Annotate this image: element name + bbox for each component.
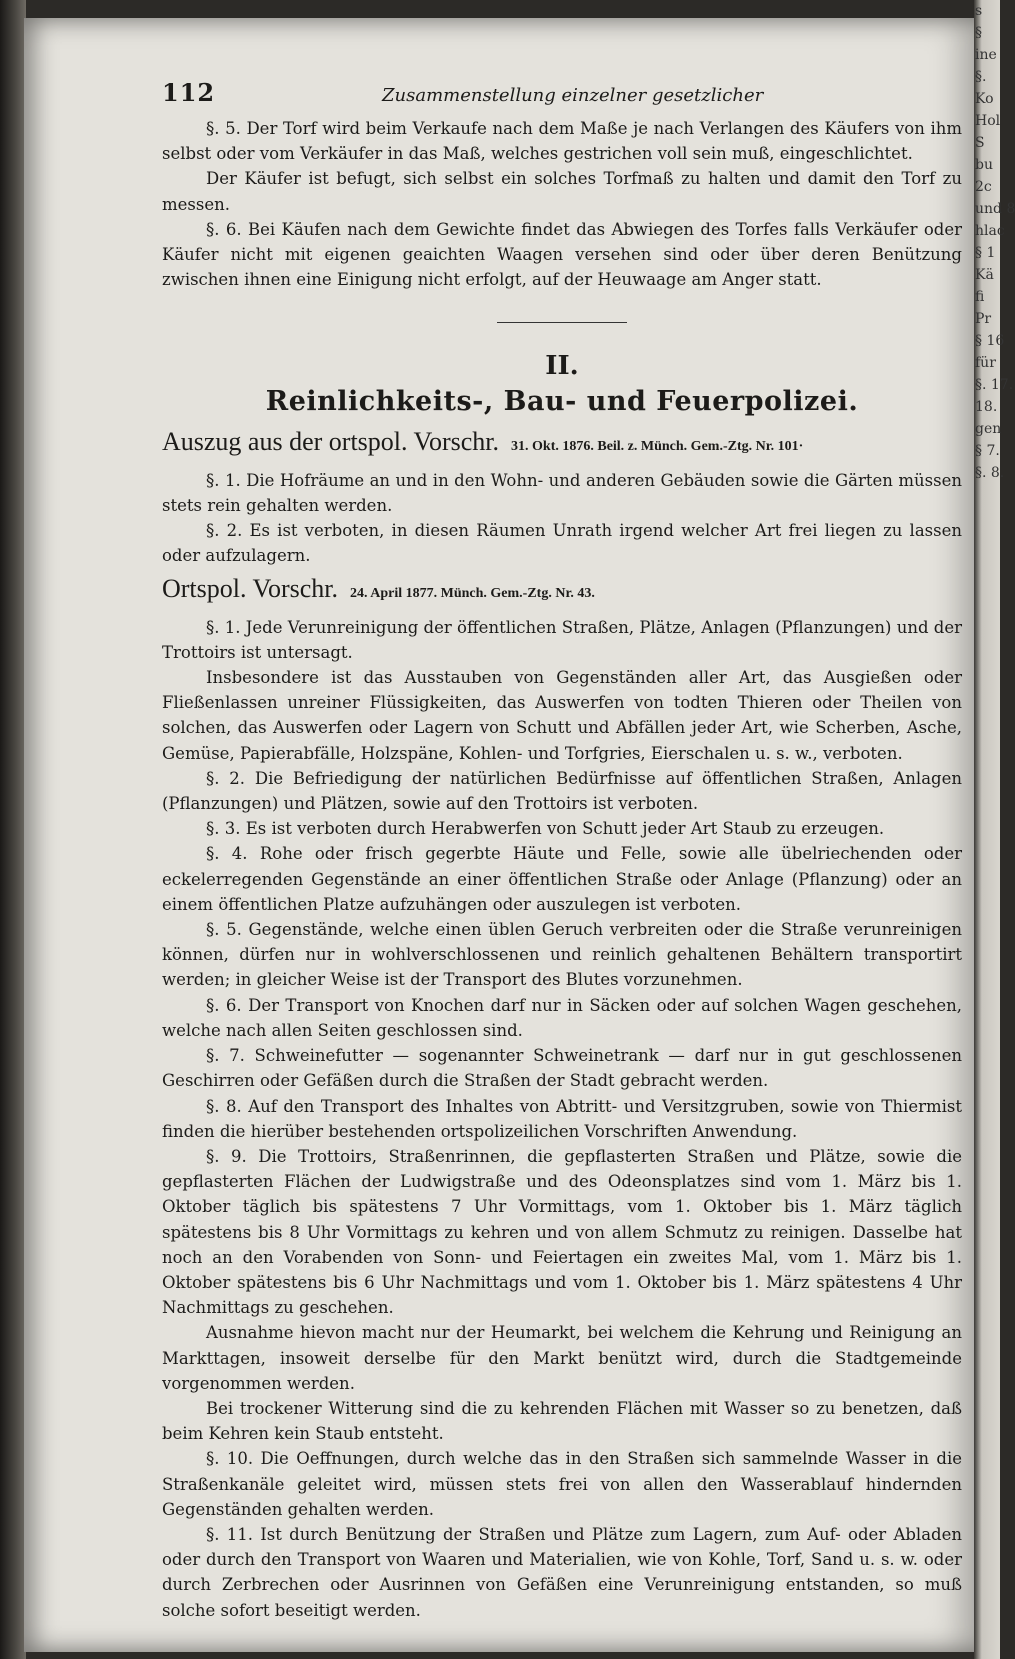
edge-fragment: S — [975, 135, 985, 151]
paragraph: §. 2. Es ist verboten, in diesen Räumen Unrath irgend welcher Art frei liegen zu lassen oder aufzulagern. — [162, 521, 962, 566]
section-title: Reinlichkeits-, Bau- und Feuerpolizei. — [265, 386, 859, 418]
running-title: Zusammenstellung einzelner gesetzlicher — [382, 85, 764, 106]
paragraph: §. 5. Gegenstände, welche einen üblen Geruch verbreiten oder die Straße verunreinigen können, dürfen nur in wohlverschlossenen und reinlich gehaltenen Behältern transportirt werden; in gleicher Weise ist der Transport des Blutes vorzunehmen. — [162, 920, 962, 990]
paragraph: §. 10. Die Oeffnungen, durch welche das in den Straßen sich sammelnde Wasser in die Straßenkanäle geleitet wird, müssen stets frei von allen den Wasserablauf hindernden Gegenständen gehalten werden. — [162, 1449, 962, 1519]
source-citation — [162, 576, 962, 606]
section-divider — [497, 322, 627, 323]
page-content — [162, 80, 962, 1623]
edge-fragment: s — [975, 3, 983, 19]
page-number: 112 — [162, 78, 216, 107]
paragraph: §. 2. Die Befriedigung der natürlichen Bedürfnisse auf öffentlichen Straßen, Anlagen (Pflanzungen) und Plätzen, sowie auf den Trottoirs ist verboten. — [162, 768, 962, 814]
edge-fragment: Ko — [975, 91, 994, 107]
edge-fragment: hlac — [975, 223, 1005, 239]
paragraph: §. 1. Jede Verunreinigung der öffentlichen Straßen, Plätze, Anlagen (Pflanzungen) und der Trottoirs ist untersagt. — [162, 617, 962, 662]
paragraph: §. 3. Es ist verboten durch Herabwerfen von Schutt jeder Art Staub zu erzeugen. — [206, 819, 885, 839]
adjacent-page-edge — [974, 0, 1015, 1659]
edge-fragment: Kä — [975, 267, 994, 283]
edge-fragment: § 1 — [975, 245, 996, 261]
section-numeral: II. — [545, 351, 579, 382]
paragraph: §. 8. Auf den Transport des Inhaltes von Abtritt- und Versitzgruben, sowie von Thiermist finden die hierüber bestehenden ortspolizeilichen Vorschriften Anwendung. — [162, 1096, 962, 1141]
source-citation — [162, 429, 962, 459]
edge-fragment: und 8 — [975, 201, 1015, 217]
paragraph: Der Käufer ist befugt, sich selbst ein solches Torfmaß zu halten und damit den Torf zu messen. — [162, 169, 962, 214]
edge-fragment: fi — [975, 289, 985, 305]
book-binding-shadow — [0, 0, 26, 1659]
edge-fragment: ine — [975, 47, 997, 63]
paragraph: §. 9. Die Trottoirs, Straßenrinnen, die gepflasterten Straßen und Plätze, sowie die gepflasterten Flächen der Ludwigstraße und des Odeonsplatzes sind vom 1. März bis 1. Oktober täglich bis spätestens 7 Uhr Vormittags, vom 1. Oktober bis 1. März täglich spätestens bis 8 Uhr Vormittags zu kehren und von allem Schmutz zu reinigen. Dasselbe hat noch an den Vorabenden von Sonn- und Feiertagen ein zweites Mal, vom 1. März bis 1. Oktober spätestens bis 6 Uhr Nachmittags und vom 1. Oktober bis 1. März spätestens 4 Uhr Nachmittags zu geschehen. — [162, 1146, 962, 1318]
paragraph: Insbesondere ist das Ausstauben von Gegenständen aller Art, das Ausgießen oder Fließenlassen unreiner Flüssigkeiten, das Auswerfen von todten Thieren oder Theilen von solchen, das Auswerfen oder Lagern von Schutt und Abfällen jeder Art, wie Scherben, Asche, Gemüse, Papierabfälle, Holzspäne, Kohlen- und Torfgries, Eierschalen u. s. w., verboten. — [162, 668, 962, 763]
source-name: Auszug aus der ortspol. Vorschr. — [162, 427, 500, 457]
edge-fragment: 18. — [975, 399, 998, 415]
edge-fragment: für — [975, 355, 996, 371]
edge-fragment: §. 8. — [975, 465, 1005, 481]
paragraph: §. 4. Rohe oder frisch gegerbte Häute und Felle, sowie alle übelriechenden oder eckelerregenden Gegenstände an einer öffentlichen Straße oder Anlage (Pflanzung) oder an einem öffentlichen Platze aufzuhängen oder auszulegen ist verboten. — [162, 844, 962, 914]
edge-fragment: §. 17. — [975, 377, 1014, 393]
edge-fragment: bu — [975, 157, 993, 173]
source-reference: 31. Okt. 1876. Beil. z. Münch. Gem.-Ztg. Nr. 101· — [511, 439, 804, 455]
edge-fragment: Pr — [975, 311, 992, 327]
paragraph: §. 5. Der Torf wird beim Verkaufe nach dem Maße je nach Verlangen des Käufers von ihm selbst oder vom Verkäufer in das Maß, welches gestrichen voll sein muß, eingeschlichtet. — [162, 119, 962, 164]
paragraph: §. 1. Die Hofräume an und in den Wohn- und anderen Gebäuden sowie die Gärten müssen stets rein gehalten werden. — [162, 470, 962, 515]
paragraph: §. 11. Ist durch Benützung der Straßen und Plätze zum Lagern, zum Auf- oder Abladen oder durch den Transport von Waaren und Materialien, wie von Kohle, Torf, Sand u. s. w. oder durch Zerbrechen oder Ausrinnen von Gefäßen eine Verunreinigung entstanden, so muß solche sofort beseitigt werden. — [162, 1524, 962, 1620]
edge-fragment: § 7. — [975, 443, 1000, 459]
edge-fragment: §. — [975, 69, 987, 85]
edge-fragment: § — [975, 25, 982, 41]
paragraph: §. 6. Bei Käufen nach dem Gewichte findet das Abwiegen des Torfes falls Verkäufer oder Käufer nicht mit eigenen geaichten Waagen versehen sind oder über deren Benützung zwischen ihnen eine Einigung nicht erfolgt, auf der Heuwaage am Anger statt. — [162, 219, 962, 290]
running-head — [162, 80, 962, 114]
paragraph: Bei trockener Witterung sind die zu kehrenden Flächen mit Wasser so zu benetzen, daß beim Kehren kein Staub entsteht. — [162, 1398, 962, 1444]
edge-fragment: gen — [975, 421, 1002, 437]
source-name: Ortspol. Vorschr. — [162, 574, 338, 604]
edge-fragment: 2c — [975, 179, 992, 195]
edge-fragment: Hol — [975, 113, 1001, 129]
paragraph: Ausnahme hievon macht nur der Heumarkt, bei welchem die Kehrung und Reinigung an Markttagen, insoweit derselbe für den Markt benützt wird, durch die Stadtgemeinde vorgenommen werden. — [162, 1323, 962, 1393]
source-reference: 24. April 1877. Münch. Gem.-Ztg. Nr. 43. — [350, 586, 595, 602]
edge-fragment: § 16 — [975, 333, 1005, 349]
book-page — [24, 18, 980, 1652]
paragraph: §. 7. Schweinefutter — sogenannter Schweinetrank — darf nur in gut geschlossenen Geschirren oder Gefäßen durch die Straßen der Stadt gebracht werden. — [162, 1046, 962, 1091]
paragraph: §. 6. Der Transport von Knochen darf nur in Säcken oder auf solchen Wagen geschehen, welche nach allen Seiten geschlossen sind. — [162, 995, 962, 1040]
